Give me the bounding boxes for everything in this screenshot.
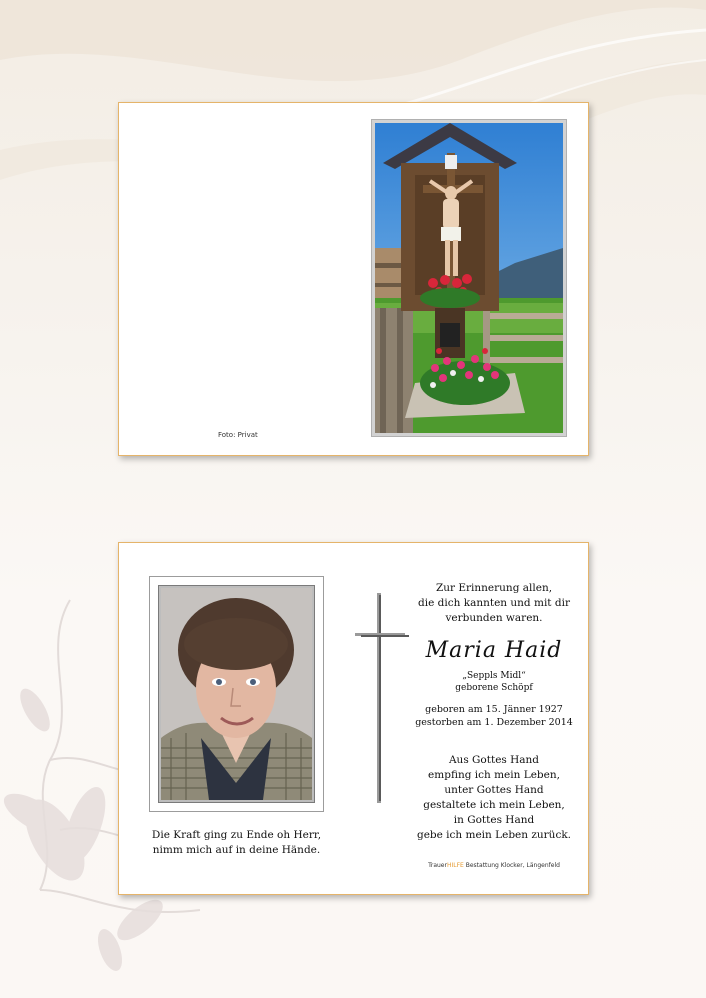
portrait-photo [158,585,315,803]
poem-line: Aus Gottes Hand [448,754,540,766]
intro-line: die dich kannten und mit dir [418,597,570,609]
cross-icon [355,593,411,803]
nickname: „Seppls Midl“ [462,671,526,681]
poem-line: in Gottes Hand [453,814,535,826]
funeral-home-footer [404,862,584,869]
photo-credit: Foto: Privat [218,431,258,439]
footer-brand-accent: HILFE [446,862,464,869]
crucifix-photo [375,123,563,433]
deceased-name: Maria Haid [425,638,563,663]
birth-date: geboren am 15. Jänner 1927 [425,704,563,715]
poem-line: empfing ich mein Leben, [428,769,560,781]
death-date: gestorben am 1. Dezember 2014 [415,717,573,728]
intro-line: Zur Erinnerung allen, [435,582,553,594]
portrait-frame [149,576,324,812]
poem [404,753,584,843]
card-inside [118,542,589,895]
footer-rest: Bestattung Klocker, Längenfeld [463,862,560,869]
photo-frame [371,119,567,437]
maiden-name: geborene Schöpf [455,683,533,693]
life-dates [404,703,584,729]
card-front [118,102,589,456]
left-quote-line: Die Kraft ging zu Ende oh Herr, [151,829,322,841]
intro-line: verbunden waren. [445,612,543,624]
poem-line: gestaltete ich mein Leben, [423,799,565,811]
left-quote [139,828,334,858]
left-quote-line: nimm mich auf in deine Hände. [152,844,321,856]
footer-brand-prefix: Trauer [428,862,447,869]
poem-line: gebe ich mein Leben zurück. [416,829,572,841]
portrait-image [161,588,312,800]
intro-text [404,581,584,626]
poem-line: unter Gottes Hand [444,784,544,796]
